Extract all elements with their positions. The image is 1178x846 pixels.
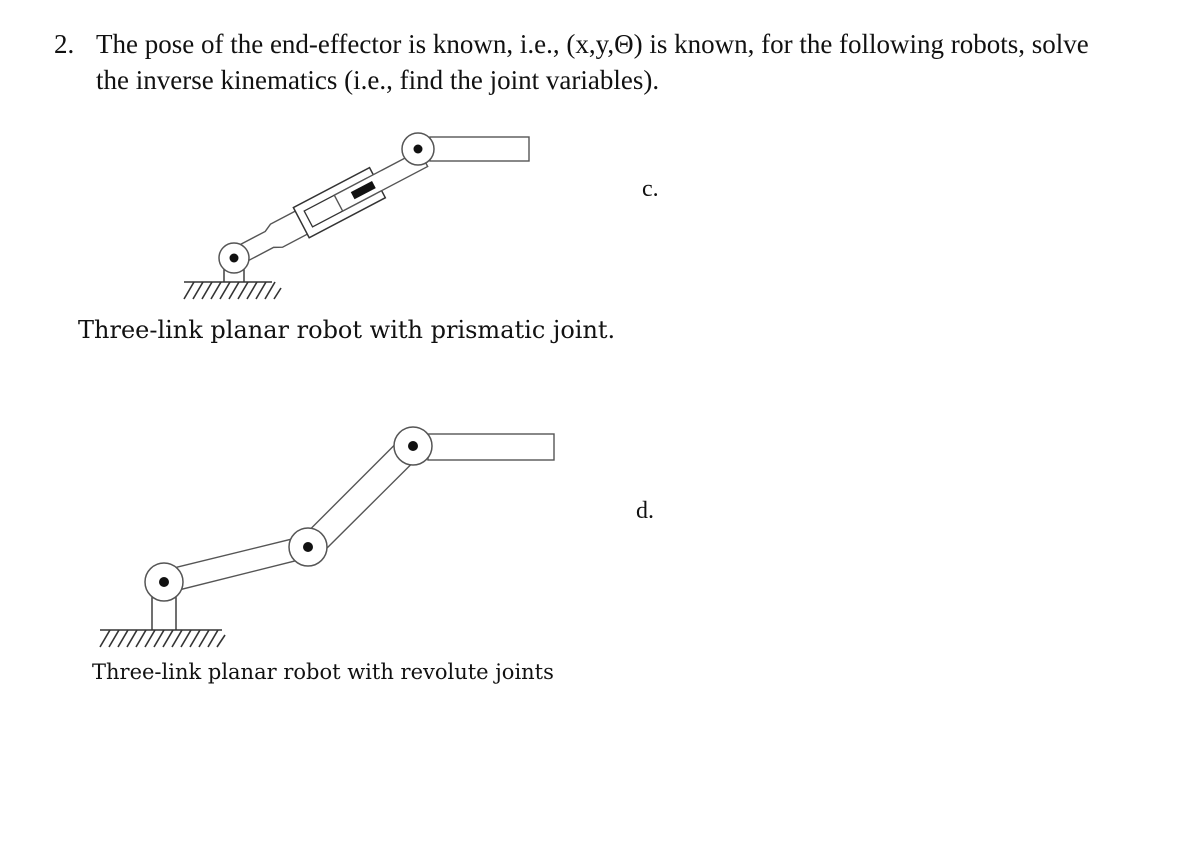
revolute-robot-ground — [100, 630, 225, 647]
revolute-robot-joint-base — [145, 563, 183, 601]
part-c-label: c. — [642, 176, 659, 202]
figure-c-caption: Three-link planar robot with prismatic joint. — [78, 316, 616, 344]
revolute-robot-link-1 — [162, 536, 311, 593]
question-text-line-1: The pose of the end-effector is known, i.e., (x,y,Θ) is known, for the following robots, solve — [96, 29, 1089, 59]
revolute-robot-joint-elbow — [289, 528, 327, 566]
part-d-label: d. — [636, 498, 654, 524]
revolute-robot-joint-wrist — [394, 427, 432, 465]
figure-d-caption: Three-link planar robot with revolute joints — [92, 660, 554, 684]
question-text-line-2: the inverse kinematics (i.e., find the joint variables). — [96, 65, 660, 95]
revolute-robot-end-effector — [428, 434, 554, 460]
question-number: 2. — [54, 29, 75, 59]
